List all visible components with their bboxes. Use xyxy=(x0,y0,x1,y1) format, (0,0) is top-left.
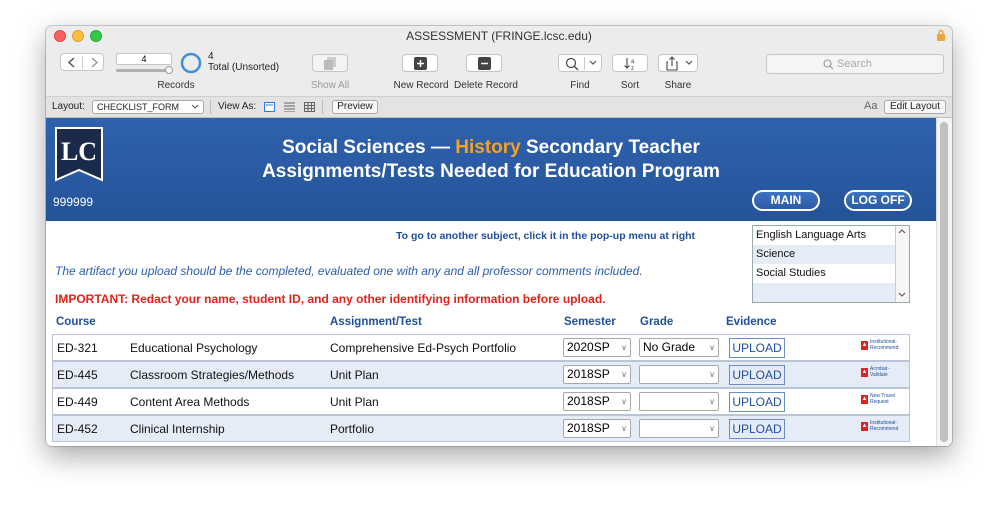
new-record-label: New Record xyxy=(393,80,449,91)
course-code: ED-445 xyxy=(57,368,98,382)
edit-layout-button[interactable]: Edit Layout xyxy=(884,100,946,114)
course-code: ED-321 xyxy=(57,341,98,355)
pdf-icon: ▲ xyxy=(861,369,868,375)
assignment-name: Portfolio xyxy=(330,422,375,436)
sort-button[interactable] xyxy=(612,54,648,72)
records-stack-icon xyxy=(324,57,338,70)
semester-value: 2020SP xyxy=(567,340,610,354)
chevron-down-icon: ∨ xyxy=(709,424,715,433)
layout-content xyxy=(46,118,936,446)
table-row xyxy=(52,388,910,415)
vertical-scrollbar[interactable] xyxy=(936,118,952,446)
title-suffix: Secondary Teacher xyxy=(520,137,700,158)
column-header-evidence: Evidence xyxy=(726,316,777,328)
course-code: ED-452 xyxy=(57,422,98,436)
upload-button[interactable]: UPLOAD xyxy=(729,338,785,358)
share-button[interactable] xyxy=(658,54,698,72)
page-subtitle: Assignments/Tests Needed for Education Program xyxy=(262,161,720,182)
semester-value: 2018SP xyxy=(567,367,610,381)
semester-select[interactable] xyxy=(563,419,631,438)
semester-value: 2018SP xyxy=(567,394,610,408)
title-subject: History xyxy=(455,137,521,158)
chevron-left-icon[interactable] xyxy=(67,57,77,68)
chevron-down-icon: ∨ xyxy=(621,370,627,379)
filemaker-window xyxy=(46,26,952,446)
chevron-right-icon[interactable] xyxy=(89,57,99,68)
table-row xyxy=(52,361,910,388)
delete-record-label: Delete Record xyxy=(454,80,518,91)
plus-icon xyxy=(414,57,427,70)
view-as-label: View As: xyxy=(218,101,257,112)
zoom-window-button[interactable] xyxy=(90,30,102,42)
show-all-button[interactable] xyxy=(312,54,348,72)
pdf-attachment[interactable] xyxy=(861,393,903,411)
pdf-icon: ▲ xyxy=(861,342,868,348)
course-name: Clinical Internship xyxy=(130,422,225,436)
chevron-down-icon: ∨ xyxy=(621,424,627,433)
chevron-down-icon xyxy=(589,60,597,66)
layout-select[interactable] xyxy=(92,100,204,114)
semester-value: 2018SP xyxy=(567,421,610,435)
chevron-down-icon: ∨ xyxy=(709,397,715,406)
assignment-name: Unit Plan xyxy=(330,368,379,382)
chevron-down-icon: ∨ xyxy=(621,397,627,406)
layout-select-value: CHECKLIST_FORM xyxy=(97,102,180,112)
chevron-down-icon: ∨ xyxy=(709,343,715,352)
main-button[interactable]: MAIN xyxy=(752,190,820,211)
subject-list-scrollbar[interactable] xyxy=(895,226,909,302)
pdf-attachment[interactable] xyxy=(861,366,903,384)
form-view-icon[interactable] xyxy=(264,102,275,112)
grade-select[interactable] xyxy=(639,338,719,357)
svg-text:a: a xyxy=(631,59,635,65)
pie-chart-icon xyxy=(180,52,202,74)
record-nav-buttons[interactable] xyxy=(60,53,104,71)
window-title: ASSESSMENT (FRINGE.lcsc.edu) xyxy=(406,29,592,43)
course-code: ED-449 xyxy=(57,395,98,409)
course-name: Content Area Methods xyxy=(130,395,250,409)
page-header xyxy=(46,118,936,221)
pdf-attachment[interactable] xyxy=(861,339,903,357)
svg-text:z: z xyxy=(631,66,634,71)
logo-text: LC xyxy=(60,137,98,166)
found-count: 4 xyxy=(208,51,214,62)
log-off-button[interactable]: LOG OFF xyxy=(844,190,912,211)
show-all-label: Show All xyxy=(310,80,350,91)
close-window-button[interactable] xyxy=(54,30,66,42)
column-header-assignment: Assignment/Test xyxy=(330,316,422,328)
subject-option[interactable]: Science xyxy=(753,245,898,264)
search-icon xyxy=(823,59,834,70)
pdf-attachment[interactable] xyxy=(861,420,903,438)
semester-select[interactable] xyxy=(563,365,631,384)
layout-label: Layout: xyxy=(52,101,85,112)
subject-option[interactable] xyxy=(753,283,898,302)
chevron-down-icon: ∨ xyxy=(621,343,627,352)
find-button[interactable] xyxy=(558,54,602,72)
magnifier-icon xyxy=(565,57,579,71)
chevron-down-icon xyxy=(191,104,199,110)
records-label: Records xyxy=(157,80,195,91)
minimize-window-button[interactable] xyxy=(72,30,84,42)
column-header-grade: Grade xyxy=(640,316,674,328)
total-status: Total (Unsorted) xyxy=(208,62,280,73)
delete-record-button[interactable] xyxy=(466,54,502,72)
course-name: Classroom Strategies/Methods xyxy=(130,368,295,382)
chevron-down-icon xyxy=(685,60,693,66)
text-format-icon[interactable]: Aa xyxy=(864,100,878,112)
pdf-filename: New Travel Request xyxy=(870,393,896,405)
upload-button[interactable]: UPLOAD xyxy=(729,365,785,385)
share-icon xyxy=(665,56,679,71)
grade-select[interactable] xyxy=(639,365,719,384)
table-row xyxy=(52,334,910,361)
lock-icon[interactable] xyxy=(936,29,946,42)
record-slider-handle[interactable] xyxy=(165,66,173,74)
upload-button[interactable]: UPLOAD xyxy=(729,419,785,439)
minus-icon xyxy=(478,57,491,70)
pdf-filename: Institutional-Recommend xyxy=(870,339,899,351)
upload-button[interactable]: UPLOAD xyxy=(729,392,785,412)
record-slider[interactable] xyxy=(116,69,172,72)
search-field[interactable] xyxy=(766,54,944,74)
table-view-icon[interactable] xyxy=(304,102,315,112)
find-label: Find xyxy=(570,80,590,91)
subject-popup-list[interactable] xyxy=(752,225,910,303)
layout-bar xyxy=(46,96,952,118)
column-header-course: Course xyxy=(56,316,96,328)
record-number-field[interactable]: 4 xyxy=(116,53,172,65)
table-row xyxy=(52,415,910,442)
search-placeholder: Search xyxy=(837,58,872,70)
list-view-icon[interactable] xyxy=(284,102,295,112)
chevron-down-icon[interactable] xyxy=(898,292,906,298)
subject-option[interactable]: Social Studies xyxy=(753,264,898,283)
goto-instruction: To go to another subject, click it in the pop-up menu at right xyxy=(396,230,696,242)
grade-select[interactable] xyxy=(639,392,719,411)
chevron-down-icon: ∨ xyxy=(709,370,715,379)
column-header-semester: Semester xyxy=(564,316,616,328)
pdf-icon: ▲ xyxy=(861,396,868,402)
sort-label: Sort xyxy=(620,80,640,91)
sort-icon xyxy=(623,56,639,71)
semester-select[interactable] xyxy=(563,392,631,411)
artifact-note: The artifact you upload should be the completed, evaluated one with any and all professor comments included. xyxy=(55,264,643,278)
pdf-icon: ▲ xyxy=(861,423,868,429)
chevron-up-icon[interactable] xyxy=(898,228,906,234)
toolbar xyxy=(46,46,952,96)
assignment-name: Comprehensive Ed-Psych Portfolio xyxy=(330,341,517,355)
assignment-name: Unit Plan xyxy=(330,395,379,409)
grade-value: No Grade xyxy=(643,340,696,354)
pdf-filename: Acrobat - Validate xyxy=(870,366,891,378)
preview-button[interactable]: Preview xyxy=(332,100,378,114)
scrollbar-thumb[interactable] xyxy=(940,122,948,442)
grade-select[interactable] xyxy=(639,419,719,438)
title-bar xyxy=(46,26,952,46)
share-label: Share xyxy=(664,80,692,91)
pdf-filename: Institutional-Recommend xyxy=(870,420,899,432)
page-title xyxy=(46,136,936,184)
student-id: 999999 xyxy=(53,195,94,209)
important-note: IMPORTANT: Redact your name, student ID, and any other identifying information before upload. xyxy=(55,292,606,306)
subject-option[interactable]: English Language Arts xyxy=(753,226,898,245)
title-prefix: Social Sciences — xyxy=(282,137,456,158)
new-record-button[interactable] xyxy=(402,54,438,72)
course-name: Educational Psychology xyxy=(130,341,258,355)
semester-select[interactable] xyxy=(563,338,631,357)
